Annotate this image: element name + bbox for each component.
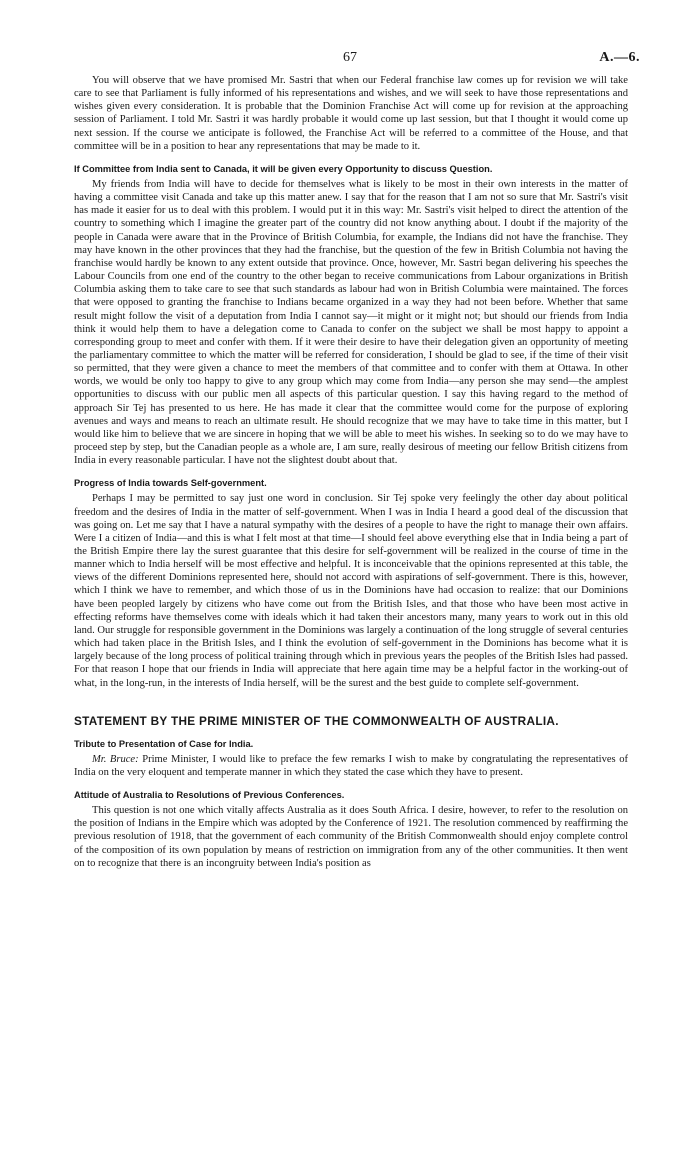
document-body — [74, 74, 628, 870]
document-reference: A.—6. — [599, 50, 640, 65]
section-heading-committee: If Committee from India sent to Canada, it will be given every Opportunity to discuss Question. — [74, 163, 493, 174]
paragraph-self-government: Perhaps I may be permitted to say just one word in conclusion. Sir Tej spoke very feelingly the other day about political freedom and the desires of India in the matter of self-government. When I was in India I heard a good deal of the discussion that was going on. Let me say that I have a natural sympathy with the desires of a people to have the right to manage their own affairs. Were I a citizen of India—and this is what I felt most at that time—I should feel above everything else that in India being a part of the British Empire there lay the surest guarantee that this desire for self-government will be realized in the course of time in the manner which to India herself will be most effective and helpful. It is inconceivable that the opinions represented at this table, the views of the different Dominions represented here, should not accord with aspirations of self-government. There is this, however, which I think we have to remember, and which those of us in the Dominions have had occasion to realize: that our Dominions have been peopled largely by citizens who have come out from the British Isles, and that those who have been most active in effecting reforms have themselves come with ideals which it had taken their ancestors many, many years to work out in this old land. Our struggle for responsible government in the Dominions was largely a continuation of the long struggle of several centuries which had taken place in the British Isles, and I think the evolution of self-government in the Dominions has become what it is largely because of the long process of political training through which in previous years the peoples of the British Isles had passed. For that reason I hope that our friends in India will appreciate that here again time may be a helpful factor in the working-out of what, in the long-run, in the interests of India herself, will be the surest and the best guide to complete self-government. — [74, 493, 628, 689]
speaker-name: Mr. Bruce: — [92, 753, 139, 765]
tribute-text: Prime Minister, I would like to preface the few remarks I wish to make by congratulating the representatives of India on the very eloquent and temperate manner in which they stated the case which they have to present. — [74, 753, 628, 778]
paragraph-committee-visit: My friends from India will have to decide for themselves what is likely to be most in their own interests in the matter of having a committee visit Canada and take up this matter anew. I say that for the reason that I am not so sure that Mr. Sastri's visit has made it easier for us to deal with this problem. I would put it in this way: Mr. Sastri's visit helped to direct the attention of the country to something which I imagine the greater part of the country did not know anything about. I doubt if the majority of the people in Canada were aware that in the Province of British Columbia, for example, the Indians did not have the franchise. They may have known in the other provinces that they had the franchise, but the question of the few in British Columbia not having the franchise would hardly be known to any extent outside that province. Once, however, Mr. Sastri began delivering his speeches the Labour Councils from one end of the country to the other began to receive communications from Labour organizations in British Columbia asking them to take care to see that such standards as labour had won in British Columbia were maintained. The forces that were opposed to granting the franchise to Indians became organized in a way they had not been before. Whether that same result might follow the visit of a deputation from India I cannot say—it might or it might not; but should our friends from India think it would help them to have a delegation come to Canada to confer on the subject we shall be most happy to appoint a corresponding group to meet and confer with them. If it were their desire to have their delegation given an opportunity of meeting the parliamentary committee to which the matter will be referred for consideration, I should be glad to see, if the time of their visit so permitted, that they were given a chance to meet the members of that committee and to confer with them at Ottawa. In other words, we would be only too happy to give to any group which may come from India—any person she may send—the amplest opportunities to discuss with our public men all aspects of this particular question. I say this having regard to the method of approach Sir Tej has presented to us here. He has made it clear that the committee would come for the purpose of exploring avenues and ways and means to reach an ultimate result. He should recognize that we may have to take time in this matter, but I would like him to believe that we are sincere in hoping that we will be able to meet his wishes. In seeking so to do we may have to proceed step by step, but the Canadian people as a whole are, I am sure, really desirous of meeting our fellow British citizens from India in every reasonable particular. I have not the slightest doubt about that. — [74, 178, 628, 467]
section-heading-tribute: Tribute to Presentation of Case for India. — [74, 738, 254, 749]
paragraph-franchise-revision: You will observe that we have promised Mr. Sastri that when our Federal franchise law comes up for revision we will take care to see that Parliament is fully informed of his representations and wishes, and we will seek to have those representations and wishes given every consideration. It is probable that the Dominion Franchise Act will come up for revision at the approaching session of Parliament. I told Mr. Sastri it was hardly probable it would come up last session, but that I thought it would come up next session. If the course we anticipate is followed, the Franchise Act will be referred to a committee of the House, and that committee will be in a position to hear any representations that may be made to it. — [74, 75, 628, 152]
section-heading-self-government: Progress of India towards Self-government. — [74, 478, 267, 489]
paragraph-attitude: This question is not one which vitally affects Australia as it does South Africa. I desire, however, to refer to the resolution on the position of Indians in the Empire which was adopted by the Conference of 1921. The resolution commenced by reaffirming the previous resolution of 1918, that the government of each community of the British Commonwealth should enjoy complete control of the composition of its own population by means of restriction on immigration from any of the other communities. It then went on to recognize that there is an incongruity between India's position as — [74, 805, 628, 869]
paragraph-tribute — [74, 753, 628, 779]
page-number: 67 — [343, 50, 357, 65]
statement-title: STATEMENT BY THE PRIME MINISTER OF THE COMMONWEALTH OF AUSTRALIA. — [74, 713, 559, 728]
section-heading-attitude: Attitude of Australia to Resolutions of Previous Conferences. — [74, 790, 345, 801]
